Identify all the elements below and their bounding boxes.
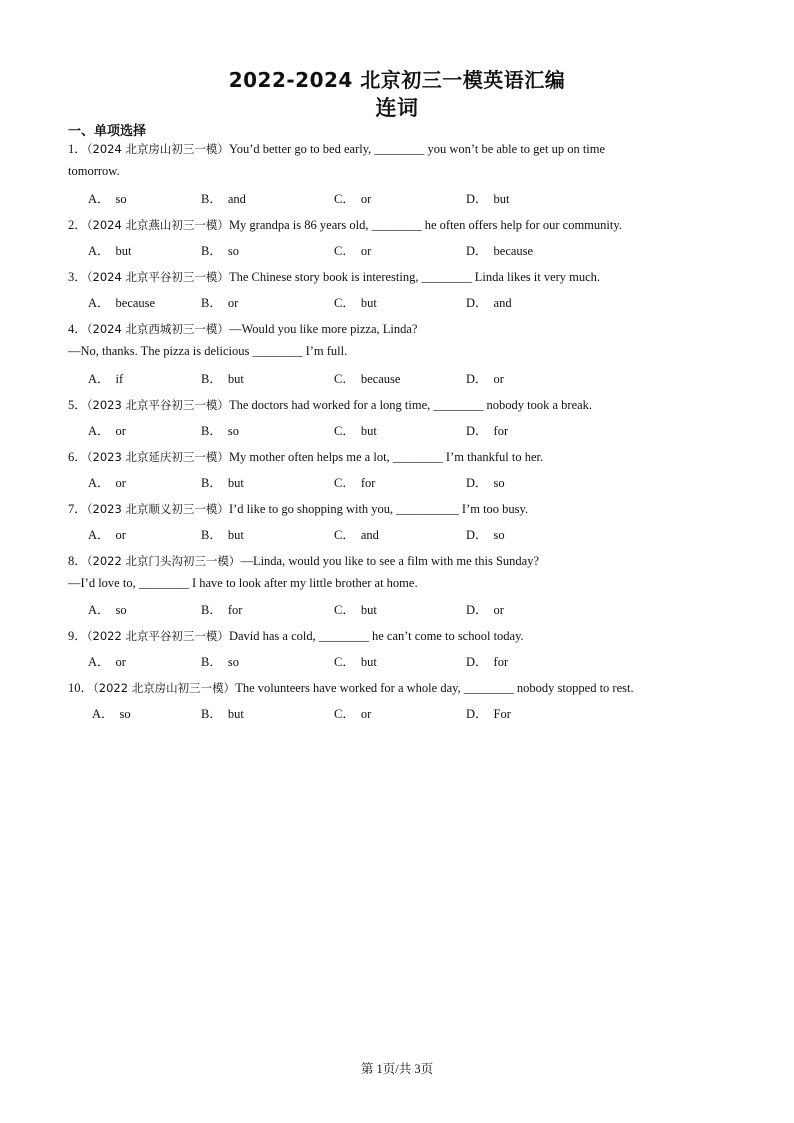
option-b[interactable]: B． but — [201, 528, 244, 542]
option-d[interactable]: D． or — [466, 603, 504, 617]
question-number: 7． — [68, 502, 87, 516]
question-1 — [68, 139, 605, 157]
question-number: 8． — [68, 554, 87, 568]
option-a[interactable]: A． because — [88, 296, 156, 310]
question-source: （2023 北京延庆初三一模） — [86, 450, 229, 464]
question-number: 9． — [68, 629, 87, 643]
question-number: 3． — [68, 270, 87, 284]
option-b[interactable]: B． but — [201, 372, 244, 386]
question-source: （2022 北京门头沟初三一模） — [86, 554, 241, 568]
question-text: —Would you like more pizza, Linda? — [228, 322, 418, 336]
question-number: 10． — [68, 681, 94, 695]
option-c[interactable]: C． but — [334, 296, 377, 310]
option-d[interactable]: D． so — [466, 476, 505, 490]
document-subtitle: 连词 — [375, 96, 419, 120]
question-2 — [68, 215, 622, 233]
option-d[interactable]: D． but — [466, 192, 510, 206]
option-b[interactable]: B． so — [201, 244, 239, 258]
option-c[interactable]: C． but — [334, 655, 377, 669]
option-a[interactable]: A． or — [88, 424, 126, 438]
page-footer: 第 1页/共 3页 — [360, 1062, 434, 1076]
option-c[interactable]: C． for — [334, 476, 376, 490]
option-b[interactable]: B． but — [201, 707, 244, 721]
option-d[interactable]: D． or — [466, 372, 504, 386]
question-source: （2023 北京平谷初三一模） — [86, 398, 229, 412]
document-title: 2022-2024 北京初三一模英语汇编 — [228, 68, 566, 92]
option-b[interactable]: B． or — [201, 296, 239, 310]
option-a[interactable]: A． so — [88, 192, 127, 206]
question-5 — [68, 395, 592, 413]
question-text: You’d better go to bed early, ________ you won’t be able to get up on time — [228, 142, 606, 156]
option-b[interactable]: B． but — [201, 476, 244, 490]
option-a[interactable]: A． or — [88, 655, 126, 669]
option-c[interactable]: C． but — [334, 603, 377, 617]
option-a[interactable]: A． or — [88, 528, 126, 542]
question-text: My mother often helps me a lot, ________ I’m thankful to her. — [228, 450, 544, 464]
question-text: The doctors had worked for a long time, ________ nobody took a break. — [228, 398, 593, 412]
option-c[interactable]: C． or — [334, 244, 372, 258]
question-8-continued: —I’d love to, ________ I have to look after my little brother at home. — [68, 576, 418, 590]
option-a[interactable]: A． so — [92, 707, 131, 721]
question-9 — [68, 626, 524, 644]
question-4-continued: —No, thanks. The pizza is delicious ________ I’m full. — [68, 344, 348, 358]
option-b[interactable]: B． for — [201, 603, 243, 617]
question-source: （2024 北京房山初三一模） — [86, 142, 229, 156]
option-a[interactable]: A． or — [88, 476, 126, 490]
question-source: （2024 北京平谷初三一模） — [86, 270, 229, 284]
option-b[interactable]: B． so — [201, 655, 239, 669]
option-d[interactable]: D． because — [466, 244, 534, 258]
question-number: 1． — [68, 142, 87, 156]
option-c[interactable]: C． but — [334, 424, 377, 438]
option-a[interactable]: A． so — [88, 603, 127, 617]
option-c[interactable]: C． and — [334, 528, 379, 542]
question-text: I’d like to go shopping with you, __________ I’m too busy. — [228, 502, 529, 516]
question-6 — [68, 447, 543, 465]
question-number: 6． — [68, 450, 87, 464]
option-a[interactable]: A． if — [88, 372, 124, 386]
question-8 — [68, 551, 539, 569]
question-1-continued: tomorrow. — [68, 164, 120, 178]
question-text: My grandpa is 86 years old, ________ he often offers help for our community. — [228, 218, 622, 232]
question-text: The Chinese story book is interesting, ________ Linda likes it very much. — [228, 270, 601, 284]
option-d[interactable]: D． so — [466, 528, 505, 542]
option-d[interactable]: D． for — [466, 655, 509, 669]
question-number: 2． — [68, 218, 87, 232]
option-d[interactable]: D． and — [466, 296, 512, 310]
question-text: David has a cold, ________ he can’t come to school today. — [228, 629, 524, 643]
question-4 — [68, 319, 417, 337]
question-10 — [68, 678, 634, 696]
option-d[interactable]: D． For — [466, 707, 511, 721]
question-text: The volunteers have worked for a whole day, ________ nobody stopped to rest. — [235, 681, 634, 695]
question-source: （2022 北京平谷初三一模） — [86, 629, 229, 643]
option-b[interactable]: B． so — [201, 424, 239, 438]
question-text: —Linda, would you like to see a film with me this Sunday? — [240, 554, 540, 568]
question-source: （2024 北京燕山初三一模） — [86, 218, 229, 232]
option-d[interactable]: D． for — [466, 424, 509, 438]
section-heading: 一、单项选择 — [68, 124, 147, 139]
question-7 — [68, 499, 528, 517]
question-source: （2022 北京房山初三一模） — [93, 681, 236, 695]
question-source: （2024 北京西城初三一模） — [86, 322, 229, 336]
option-c[interactable]: C． or — [334, 192, 372, 206]
option-c[interactable]: C． because — [334, 372, 401, 386]
question-number: 4． — [68, 322, 87, 336]
option-c[interactable]: C． or — [334, 707, 372, 721]
question-source: （2023 北京顺义初三一模） — [86, 502, 229, 516]
option-a[interactable]: A． but — [88, 244, 132, 258]
question-number: 5． — [68, 398, 87, 412]
option-b[interactable]: B． and — [201, 192, 246, 206]
question-3 — [68, 267, 600, 285]
